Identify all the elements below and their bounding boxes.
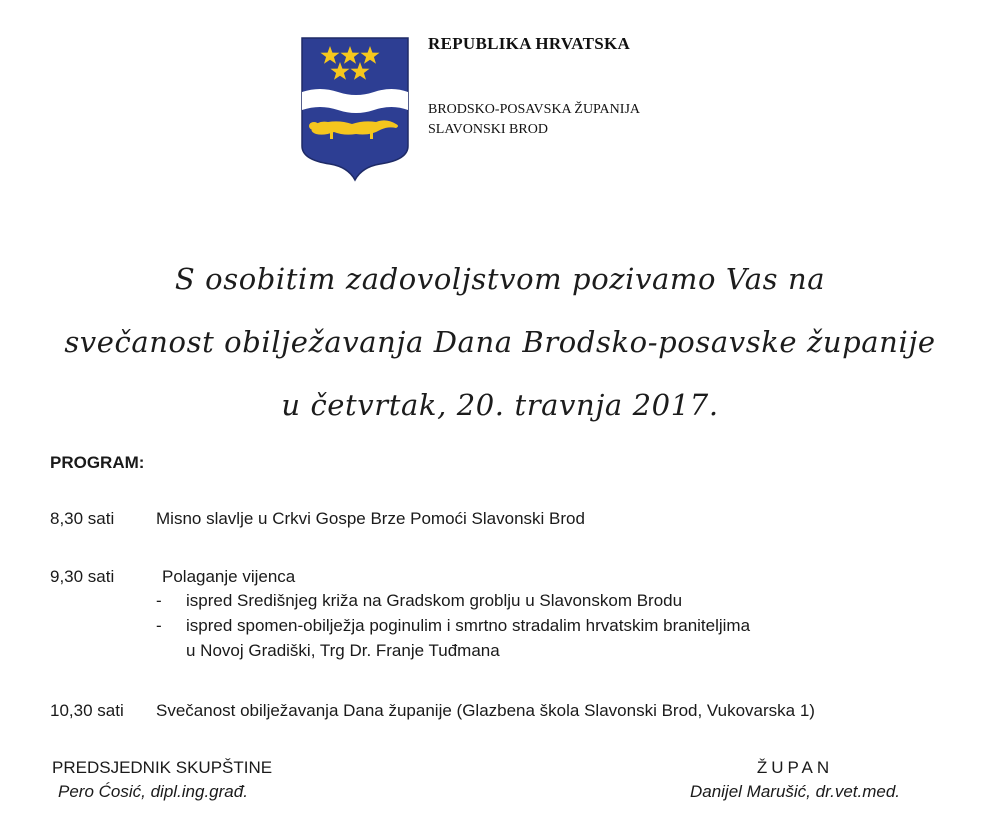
program-item-description: Svečanost obilježavanja Dana županije (Glazbena škola Slavonski Brod, Vukovarska 1) (156, 701, 815, 720)
signature-left-title: PREDSJEDNIK SKUPŠTINE (52, 758, 273, 777)
signature-right (640, 756, 950, 804)
program-heading: PROGRAM: (50, 453, 145, 472)
subitem-text: ispred spomen-obilježja poginulim i smrtno stradalim hrvatskim braniteljima (186, 616, 751, 635)
county-name: BRODSKO-POSAVSKA ŽUPANIJA (428, 102, 641, 117)
header-text-block (428, 34, 640, 140)
subitem-continuation-text: u Novoj Gradiški, Trg Dr. Franje Tuđmana (186, 641, 500, 660)
signature-left (52, 756, 272, 804)
program-item-time: 10,30 sati (50, 701, 124, 720)
signature-right-name: Danijel Marušić, dr.vet.med. (689, 782, 901, 801)
subitem-dash: - (156, 616, 162, 635)
subitem-text: ispred Središnjeg križa na Gradskom groblju u Slavonskom Brodu (186, 591, 683, 610)
invitation-line-3: u četvrtak, 20. travnja 2017. (281, 388, 719, 422)
program-item-time: 8,30 sati (50, 509, 115, 528)
coat-of-arms-icon (300, 36, 410, 182)
signature-left-name: Pero Ćosić, dipl.ing.građ. (58, 782, 248, 801)
invitation-line-2: svečanost obilježavanja Dana Brodsko-posavske županije (64, 325, 936, 359)
city-name: SLAVONSKI BROD (428, 122, 548, 137)
program-item-description: Misno slavlje u Crkvi Gospe Brze Pomoći Slavonski Brod (156, 509, 585, 528)
program-item-description: Polaganje vijenca (162, 567, 296, 586)
invitation-line-1: S osobitim zadovoljstvom pozivamo Vas na (174, 262, 826, 296)
invitation-text (0, 248, 1000, 437)
program-item-time: 9,30 sati (50, 567, 115, 586)
signature-right-title: ŽUPAN (756, 758, 834, 777)
subitem-dash: - (156, 591, 162, 610)
country-name: REPUBLIKA HRVATSKA (428, 34, 631, 53)
